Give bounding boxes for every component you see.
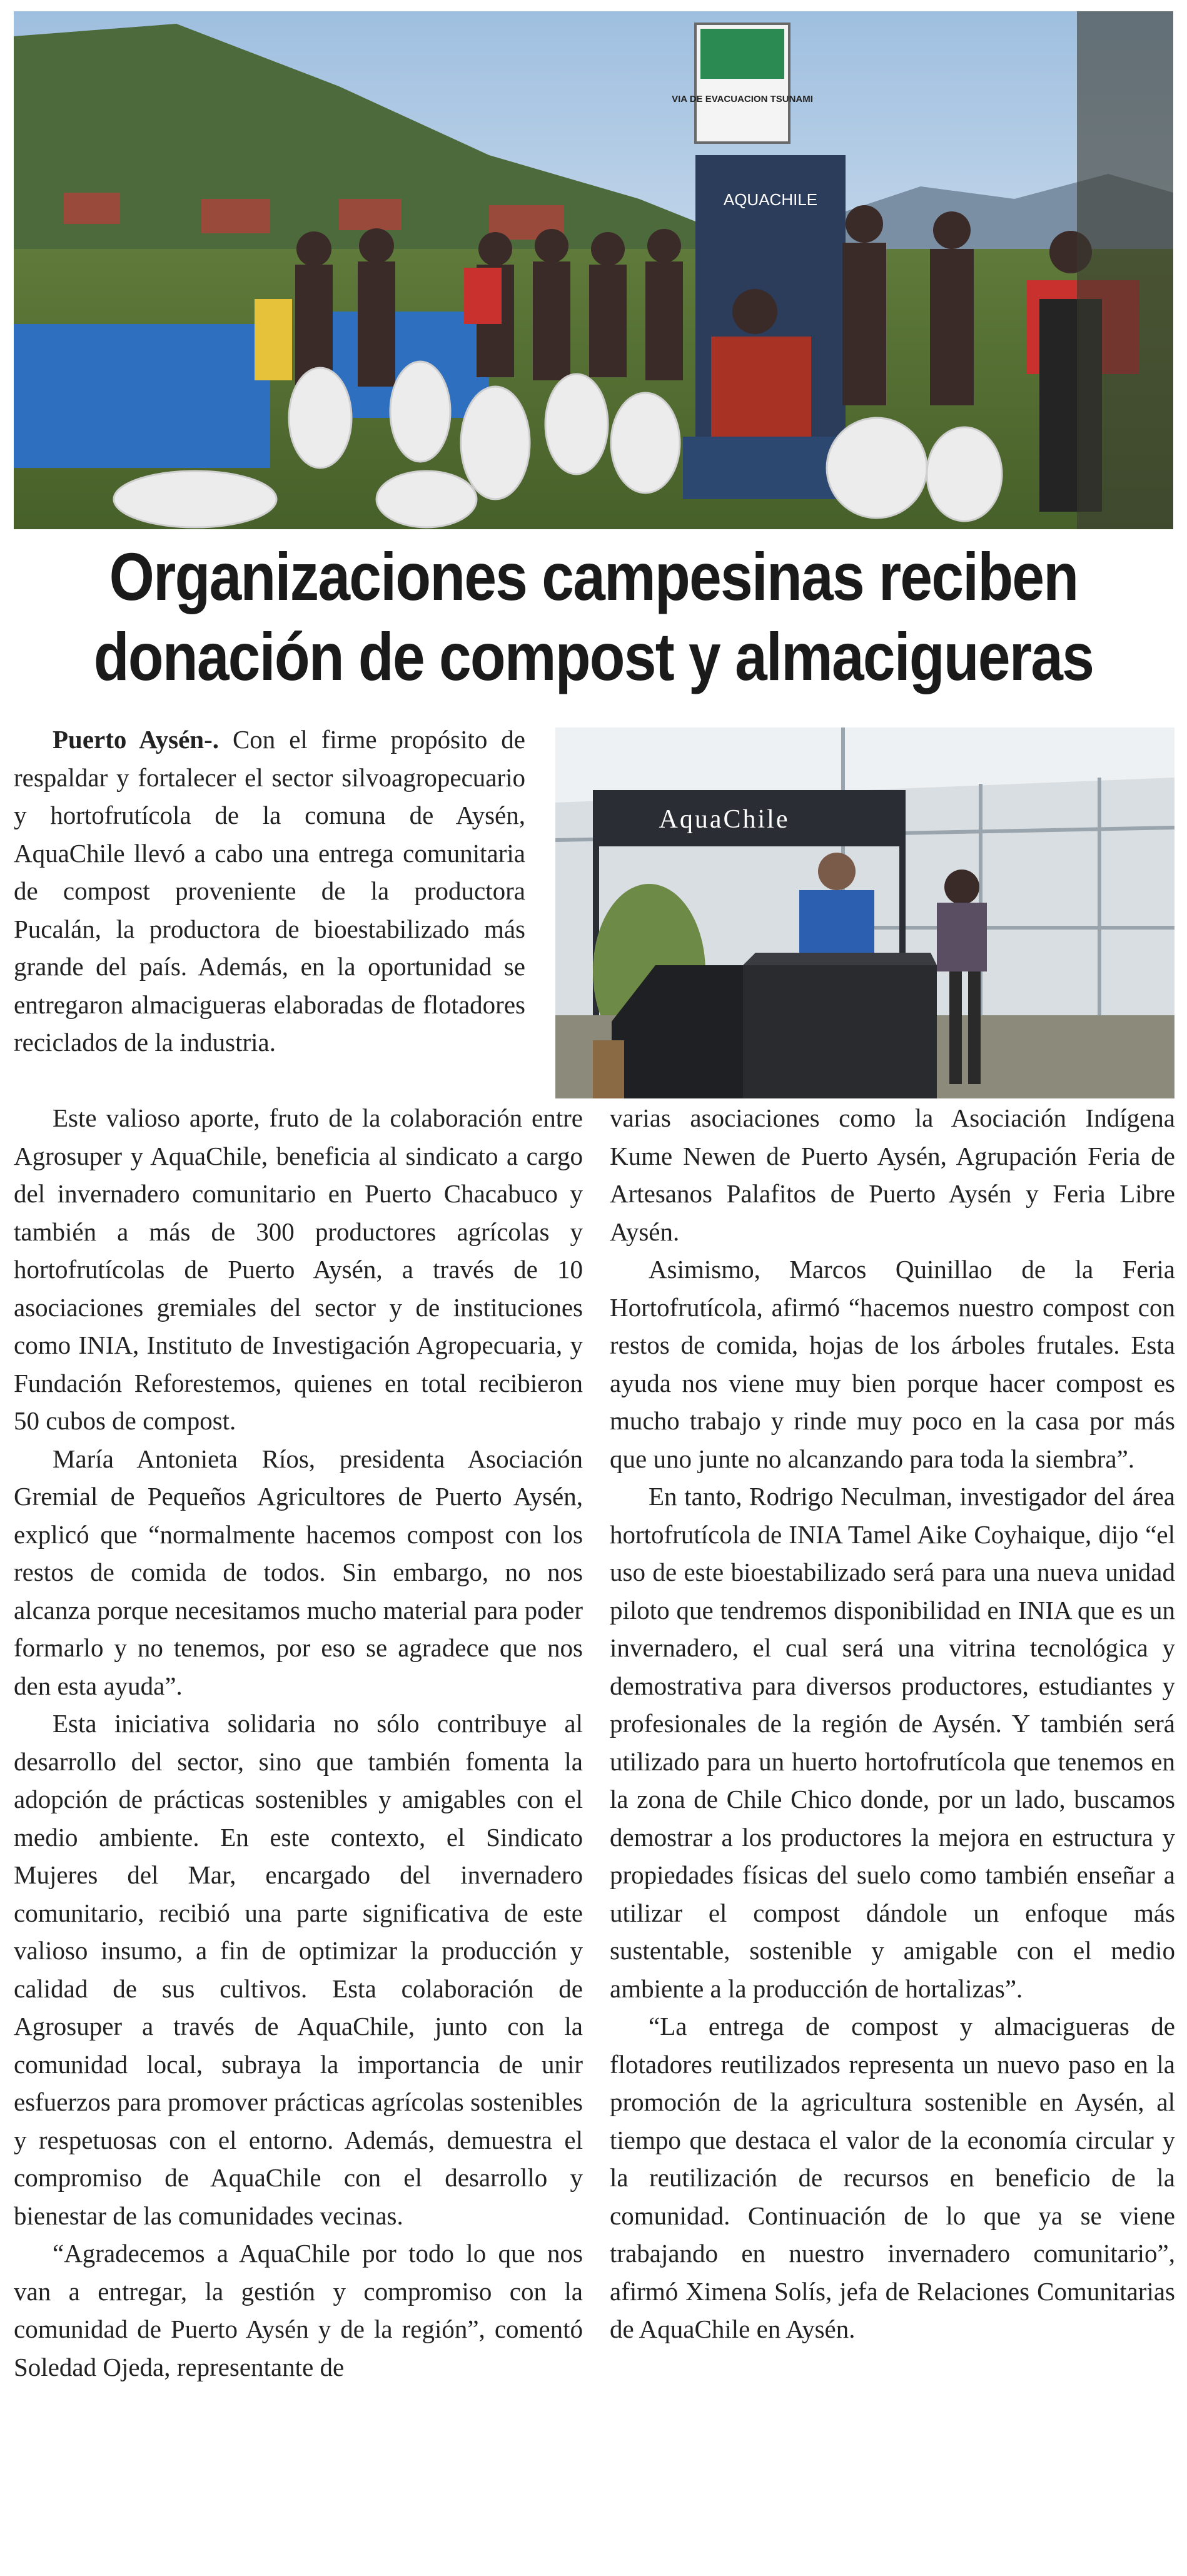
article-paragraph-5-continued: varias asociaciones como la Asociación Indígena Kume Newen de Puerto Aysén, Agrupación Feria de Artesanos Palafitos de Puerto Aysén y Feria Libre Aysén. [610, 1103, 1175, 1246]
inset-photo-illustration [555, 728, 1174, 1098]
article-paragraph-2: Este valioso aporte, fruto de la colaboración entre Agrosuper y AquaChile, beneficia al sindicato a cargo del invernadero comunitario en Puerto Chacabuco y también a más de 300 productores agrícolas y hortofrutícolas de Puerto Aysén, a través de 10 asociaciones gremiales del sector y de instituciones como INIA, Instituto de Investigación Agropecuaria, y Fundación Reforestemos, quienes en total recibieron 50 cubos de compost. [14, 1103, 583, 1435]
inset-banner-brand: AquaChile [659, 805, 790, 834]
article-paragraph-1-text: Con el firme propósito de respaldar y fortalecer el sector silvoagropecuario y hortofrutícola de la comuna de Aysén, AquaChile llevó a cabo una entrega comunitaria de compost proveniente de la productora Pucalán, la productora de bioestabilizado más grande del país. Además, en la oportunidad se entregaron almacigueras elaboradas de flotadores reciclados de la industria. [14, 725, 525, 1057]
article-column-left [14, 1099, 583, 2386]
article-paragraph-6: Asimismo, Marcos Quinillao de la Feria Hortofrutícola, afirmó “hacemos nuestro compost con restos de comida, hojas de los árboles frutales. Esta ayuda nos viene muy bien porque hacer compost es mucho trabajo y rinde muy poco en la casa por más que uno junte no alcanzando para toda la siembra”. [610, 1255, 1175, 1473]
article-paragraph-5: “Agradecemos a AquaChile por todo lo que nos van a entregar, la gestión y compromiso con la comunidad de Puerto Aysén y de la región”, comentó Soledad Ojeda, representante de [14, 2239, 583, 2381]
hero-banner-brand: AQUACHILE [723, 190, 818, 209]
article-paragraph-3: María Antonieta Ríos, presidenta Asociación Gremial de Pequeños Agricultores de Puerto Aysén, explicó que “normalmente hacemos compost con los restos de comida de todos. Sin embargo, no nos alcanza porque necesitamos mucho material para poder formarlo y no tenemos, por eso se agradece que nos den esta ayuda”. [14, 1444, 583, 1700]
headline-line-1: Organizaciones campesinas reciben [109, 539, 1078, 614]
inset-photo [555, 728, 1174, 1098]
headline-line-2: donación de compost y almacigueras [93, 619, 1094, 694]
hero-photo [14, 11, 1173, 529]
article-paragraph-8: “La entrega de compost y almacigueras de flotadores reutilizados representa un nuevo paso en la promoción de la agricultura sostenible en Aysén, al tiempo que destaca el valor de la economía circular y la reutilización de recursos en beneficio de la comunidad. Continuación de lo que ya se viene trabajando en nuestro invernadero comunitario”, afirmó Ximena Solís, jefa de Relaciones Comunitarias de AquaChile en Aysén. [610, 2012, 1175, 2343]
hero-photo-illustration [14, 11, 1173, 529]
hero-sign-text: VIA DE EVACUACION TSUNAMI [672, 94, 813, 104]
article-paragraph-4: Esta iniciativa solidaria no sólo contribuye al desarrollo del sector, sino que también fomenta la adopción de prácticas sostenibles y amigables con el medio ambiente. En este contexto, el Sindicato Mujeres del Mar, encargado del invernadero comunitario, recibió una parte significativa de este valioso insumo, a fin de optimizar la producción y calidad de sus cultivos. Esta colaboración de Agrosuper a través de AquaChile, junto con la comunidad local, subraya la importancia de unir esfuerzos para promover prácticas agrícolas sostenibles y respetuosas con el entorno. Además, demuestra el compromiso de AquaChile con el desarrollo y bienestar de las comunidades vecinas. [14, 1709, 583, 2230]
article-column-right [610, 1099, 1175, 2348]
article-column-left-top [14, 721, 525, 1062]
article-dateline: Puerto Aysén-. [53, 725, 219, 754]
article-paragraph-7: En tanto, Rodrigo Neculman, investigador del área hortofrutícola de INIA Tamel Aike Coyhaique, dijo “el uso de este bioestabilizado será para una nueva unidad piloto que tendremos disponibilidad en INIA que es un invernadero, el cual será una vitrina tecnológica y demostrativa para diversos productores, estudiantes y profesionales de la región de Aysén. Y también será utilizado para un huerto hortofrutícola que tenemos en la zona de Chile Chico donde, por un lado, buscamos demostrar a los productores la mejora en estructura y propiedades físicas del suelo como también enseñar a utilizar el compost dándole un enfoque más sustentable, sostenible y amigable con el medio ambiente a la producción de hortalizas”. [610, 1482, 1175, 2003]
article-paragraph-1 [14, 721, 525, 1062]
headline [83, 537, 1104, 697]
